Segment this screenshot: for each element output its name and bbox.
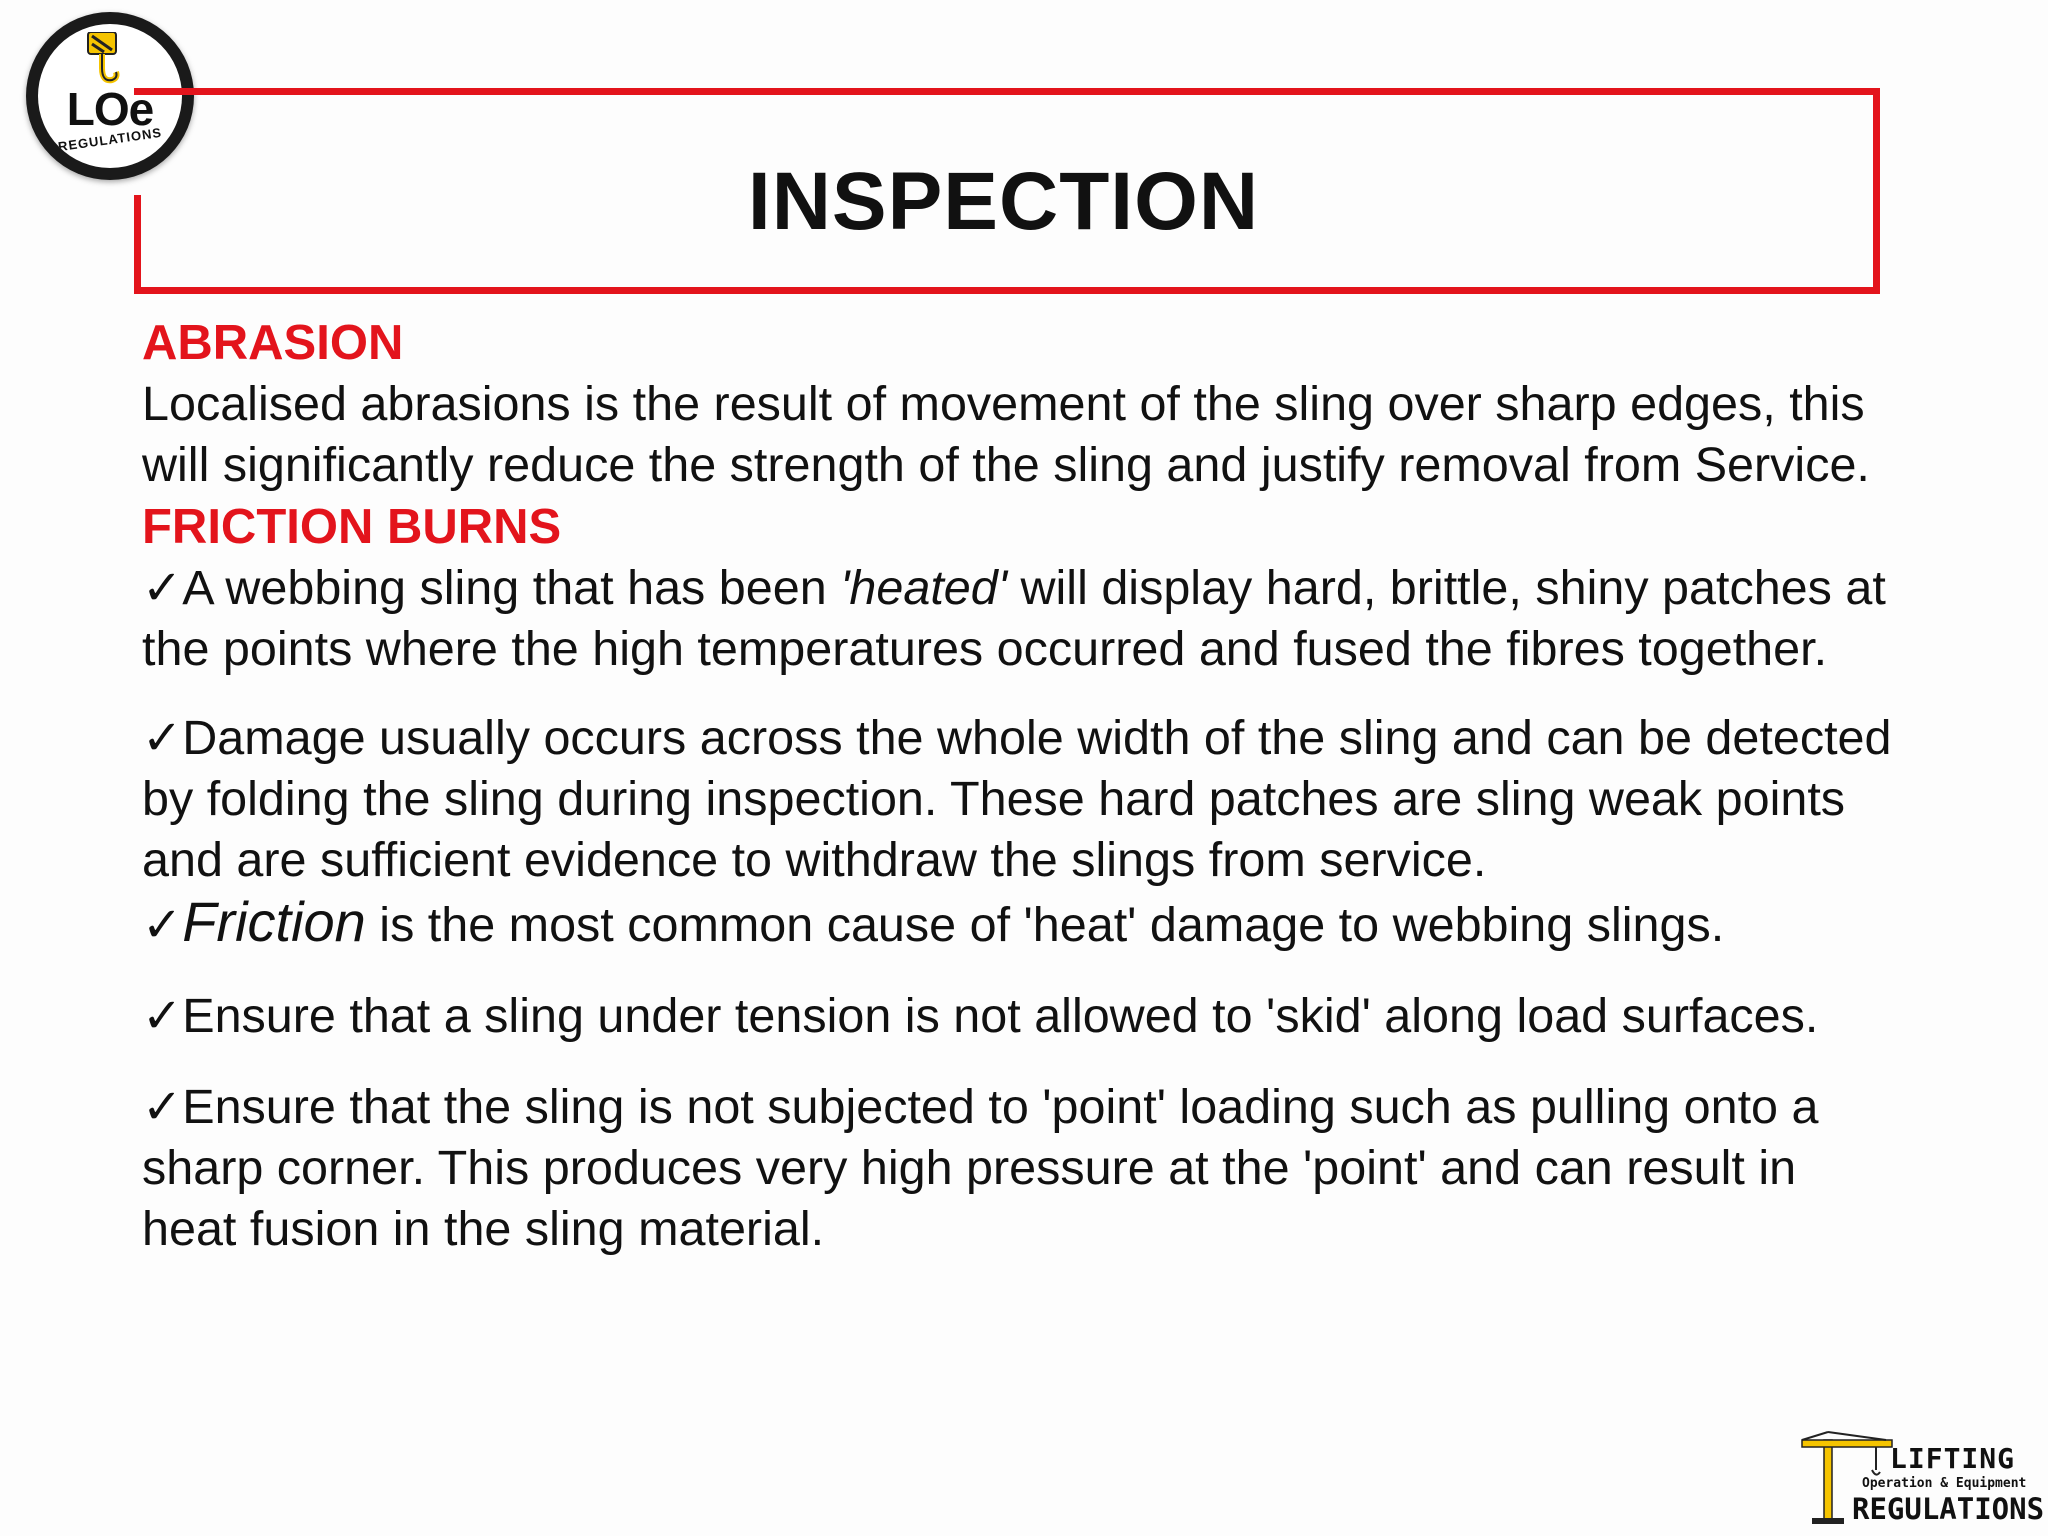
slide-body [142,312,1902,1260]
checkmark-icon: ✓ [142,899,183,952]
logo-operation-equipment: Operation & Equipment [1862,1476,2027,1491]
friction-bullet-3 [142,891,1902,956]
friction-bullet-2 [142,708,1902,891]
logo-regulations: REGULATIONS [1852,1492,2045,1526]
bullet-5-text: Ensure that the sling is not subjected to 'point' loading such as pulling onto a sharp corner. This produces very high pressure at the 'point' and can result in heat fusion in the sling material. [142,1080,1819,1256]
bullet-1-text-end: will display hard, brittle, shiny patches at the points where the high temperatures occurred and fused the fibres together. [142,561,1886,676]
checkmark-icon: ✓ [142,990,183,1043]
abrasion-heading: ABRASION [142,316,404,370]
lifting-regulations-logo [1796,1430,2045,1530]
logo-tagline: REGULATIONS [57,124,163,155]
logo-wordmark: LOe [66,83,154,135]
friction-bullet-4 [142,986,1902,1047]
friction-heading: FRICTION BURNS [142,500,562,554]
title-frame [134,88,1880,294]
bullet-4-text: Ensure that a sling under tension is not allowed to 'skid' along load surfaces. [182,989,1819,1043]
bullet-1-text-start: A webbing sling that has been [182,561,841,615]
bullet-1-emphasis: 'heated' [840,561,1008,615]
logo-lifting: LIFTING [1890,1442,2016,1475]
page-title: INSPECTION [747,156,1260,247]
friction-bullet-5 [142,1077,1902,1260]
bullet-3-text: is the most common cause of 'heat' damage to webbing slings. [365,898,1725,952]
bullet-2-text: Damage usually occurs across the whole width of the sling and can be detected by folding the sling during inspection. These hard patches are sling weak points and are sufficient evidence to withdraw the slings from service. [142,711,1892,887]
friction-bullet-1 [142,558,1902,680]
abrasion-text: Localised abrasions is the result of movement of the sling over sharp edges, this will significantly reduce the strength of the sling and justify removal from Service. [142,377,1870,492]
checkmark-icon: ✓ [142,712,183,765]
bullet-3-emphasis: Friction [182,890,366,953]
checkmark-icon: ✓ [142,562,183,615]
checkmark-icon: ✓ [142,1081,183,1134]
